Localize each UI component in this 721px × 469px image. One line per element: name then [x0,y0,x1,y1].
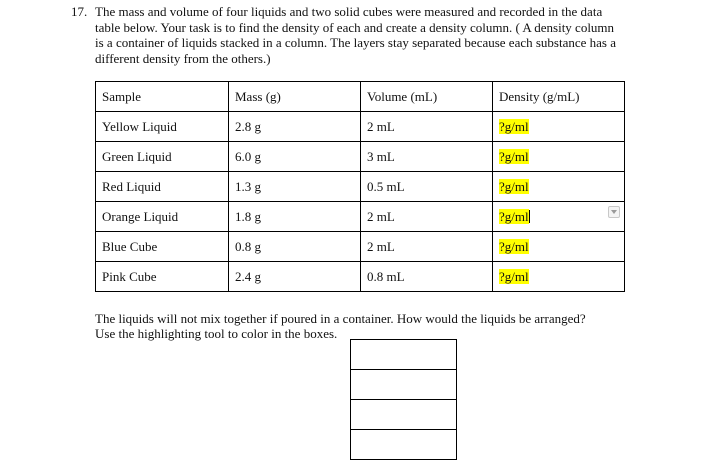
volume-cell: 0.5 mL [361,172,493,202]
instructions-line-2: Use the highlighting tool to color in the boxes. [95,326,338,341]
header-sample: Sample [96,82,229,112]
density-column-boxes [350,339,457,460]
volume-cell: 2 mL [361,232,493,262]
header-density: Density (g/mL) [493,82,625,112]
answer-box[interactable] [350,399,457,429]
mass-cell: 1.8 g [229,202,361,232]
density-cell[interactable] [493,172,625,202]
text-cursor [529,210,530,223]
density-value[interactable]: ?g/ml [499,238,529,254]
density-data-table [95,81,625,292]
sample-cell: Orange Liquid [96,202,229,232]
sample-cell: Yellow Liquid [96,112,229,142]
density-value[interactable]: ?g/ml [499,118,529,134]
header-mass: Mass (g) [229,82,361,112]
answer-box[interactable] [350,339,457,369]
volume-cell: 3 mL [361,142,493,172]
mass-cell: 0.8 g [229,232,361,262]
sample-cell: Green Liquid [96,142,229,172]
answer-box[interactable] [350,369,457,399]
question-number: 17. [71,4,88,19]
mass-cell: 2.4 g [229,262,361,292]
mass-cell: 6.0 g [229,142,361,172]
table-row [96,202,625,232]
table-row [96,112,625,142]
table-row [96,232,625,262]
table-header-row [96,82,625,112]
table-row [96,172,625,202]
volume-cell: 0.8 mL [361,262,493,292]
density-value[interactable]: ?g/ml [499,178,529,194]
density-cell[interactable] [493,232,625,262]
density-cell[interactable] [493,112,625,142]
chevron-down-icon[interactable] [608,206,620,218]
header-volume: Volume (mL) [361,82,493,112]
sample-cell: Red Liquid [96,172,229,202]
question-text: The mass and volume of four liquids and two solid cubes were measured and recorded in the data table below. Your task is to find the density of each and create a density column. ( A density column is a container of liquids stacked in a column. The layers stay separated because each substance has a different density from the others.) [95,4,617,66]
sample-cell: Pink Cube [96,262,229,292]
answer-box[interactable] [350,429,457,460]
density-value[interactable]: ?g/ml [499,208,529,224]
density-value[interactable]: ?g/ml [499,268,529,284]
density-cell[interactable] [493,262,625,292]
table-row [96,262,625,292]
instructions [95,311,635,341]
density-cell-active[interactable] [493,202,625,232]
table-row [96,142,625,172]
density-cell[interactable] [493,142,625,172]
volume-cell: 2 mL [361,112,493,142]
instructions-line-1: The liquids will not mix together if poured in a container. How would the liquids be arranged? [95,311,586,326]
density-value[interactable]: ?g/ml [499,148,529,164]
mass-cell: 2.8 g [229,112,361,142]
sample-cell: Blue Cube [96,232,229,262]
mass-cell: 1.3 g [229,172,361,202]
volume-cell: 2 mL [361,202,493,232]
